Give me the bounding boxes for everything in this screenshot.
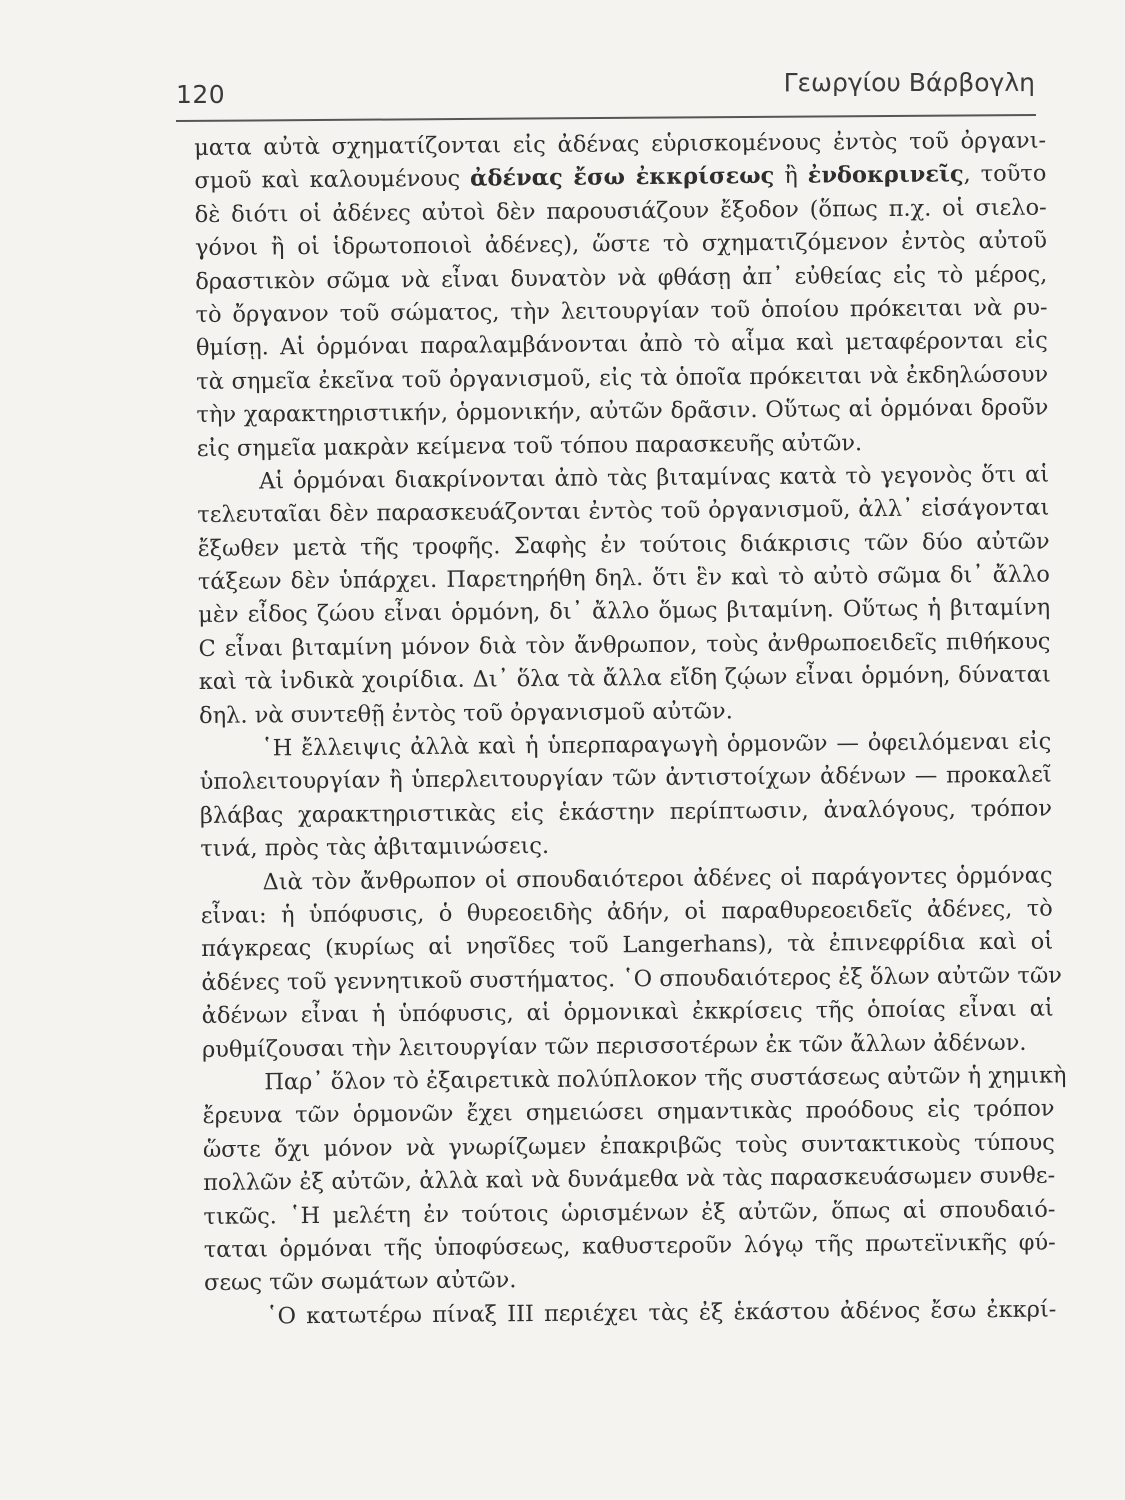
text-line: ταται ὁρμόναι τῆς ὑποφύσεως, καθυστεροῦν λόγῳ τῆς πρωτεϊνικῆς φύ- — [203, 1229, 1056, 1263]
text-line: ἀδένων εἶναι ἡ ὑπόφυσις, αἱ ὁρμονικαὶ ἐκκρίσεις τῆς ὁποίας εἶναι αἱ — [201, 995, 1054, 1030]
text-line: ἔξωθεν μετὰ τῆς τροφῆς. Σαφὴς ἐν τούτοις διάκρισις τῶν δύο αὐτῶν — [197, 528, 1050, 562]
text-line: θμίσῃ. Αἱ ὁρμόναι παραλαμβάνονται ἀπὸ τὸ αἷμα καὶ μεταφέρονται εἰς — [195, 327, 1048, 362]
header-rule — [176, 114, 1036, 122]
text-line: ρυθμίζουσαι τὴν λειτουργίαν τῶν περισσοτέρων ἐκ τῶν ἄλλων ἀδένων. — [201, 1029, 1027, 1063]
text-line: Παρ᾽ ὅλον τὸ ἐξαιρετικὰ πολύπλοκον τῆς συστάσεως αὐτῶν ἡ χημικὴ — [264, 1062, 1067, 1096]
text-run: σμοῦ καὶ καλουμένους — [194, 165, 471, 195]
running-title: Γεωργίου Βάρβογλη — [783, 68, 1035, 97]
text-line: C εἶναι βιταμίνη μόνον διὰ τὸν ἄνθρωπον, τοὺς ἀνθρωποειδεῖς πιθήκους — [198, 628, 1051, 662]
text-line: Αἱ ὁρμόναι διακρίνονται ἀπὸ τὰς βιταμίνας κατὰ τὸ γεγονὸς ὅτι αἱ — [258, 461, 1050, 495]
text-line: γόνοι ἢ οἱ ἱδρωτοποιοὶ ἀδένες), ὥστε τὸ σχηματιζόμενον ἐντὸς αὐτοῦ — [194, 227, 1048, 262]
text-line: ἀδένες τοῦ γεννητικοῦ συστήματος. ῾Ο σπουδαιότερος ἐξ ὅλων αὐτῶν τῶν — [201, 962, 1063, 996]
text-line: ῾Ο κατωτέρω πίναξ ΙΙΙ περιέχει τὰς ἐξ ἑκάστου ἀδένος ἔσω ἐκκρί- — [266, 1296, 1057, 1330]
text-line: Διὰ τὸν ἄνθρωπον οἱ σπουδαιότεροι ἀδένες οἱ παράγοντες ὁρμόνας — [262, 862, 1053, 896]
text-line: ὑπολειτουργίαν ἢ ὑπερλειτουργίαν τῶν ἀντιστοίχων ἀδένων — προκαλεῖ — [199, 761, 1052, 796]
text-line: πάγκρεας (κυρίως αἱ νησῖδες τοῦ Langerhans), τὰ ἐπινεφρίδια καὶ οἱ — [201, 928, 1054, 963]
text-line: βλάβας χαρακτηριστικὰς εἰς ἑκάστην περίπτωσιν, ἀναλόγους, τρόπον — [199, 795, 1053, 829]
text-line: τικῶς. ῾Η μελέτη ἐν τούτοις ὡρισμένων ἐξ αὐτῶν, ὅπως αἱ σπουδαιό- — [203, 1196, 1056, 1230]
bold-term-endocrine-alt: ἐνδοκρινεῖς — [807, 161, 964, 190]
text-line: δραστικὸν σῶμα νὰ εἶναι δυνατὸν νὰ φθάσῃ ἀπ᾽ εὐθείας εἰς τὸ μέρος, — [195, 261, 1048, 295]
text-line: καὶ τὰ ἰνδικὰ χοιρίδια. Δι᾽ ὅλα τὰ ἄλλα εἴδη ζῴων εἶναι ὁρμόνη, δύναται — [198, 661, 1051, 696]
text-line: εἰς σημεῖα μακρὰν κείμενα τοῦ τόπου παρασκευῆς αὐτῶν. — [196, 429, 863, 462]
text-line: σεως τῶν σωμάτων αὐτῶν. — [203, 1267, 517, 1297]
text-line: τὴν χαρακτηριστικήν, ὁρμονικήν, αὐτῶν δρᾶσιν. Οὕτως αἱ ὁρμόναι δροῦν — [196, 394, 1049, 429]
text-line: ἔρευνα τῶν ὁρμονῶν ἔχει σημειώσει σημαντικὰς προόδους εἰς τρόπον — [202, 1095, 1055, 1130]
text-line: εἶναι: ἡ ὑπόφυσις, ὁ θυρεοειδὴς ἀδήν, οἱ παραθυρεοειδεῖς ἀδένες, τὸ — [200, 895, 1053, 929]
text-line: τὰ σημεῖα ἐκεῖνα τοῦ ὀργανισμοῦ, εἰς τὰ ὁποῖα πρόκειται νὰ ἐκδηλώσουν — [196, 361, 1049, 395]
text-line: μὲν εἶδος ζώου εἶναι ὁρμόνη, δι᾽ ἄλλο ὅμως βιταμίνη. Οὕτως ἡ βιταμίνη — [198, 595, 1051, 629]
text-run: ἢ — [774, 163, 808, 190]
text-line: τάξεων δὲν ὑπάρχει. Παρετηρήθη δηλ. ὅτι ἓν καὶ τὸ αὐτὸ σῶμα δι᾽ ἄλλο — [197, 561, 1051, 596]
body-text — [194, 125, 1067, 1334]
text-line: πολλῶν ἐξ αὐτῶν, ἀλλὰ καὶ νὰ δυνάμεθα νὰ τὰς παρασκευάσωμεν συνθε- — [203, 1162, 1056, 1197]
text-line: ῾Η ἔλλειψις ἀλλὰ καὶ ἡ ὑπερπαραγωγὴ ὁρμονῶν — ὀφειλόμεναι εἰς — [261, 728, 1052, 762]
text-line: τὸ ὄργανον τοῦ σώματος, τὴν λειτουργίαν τοῦ ὁποίου πρόκειται νὰ ρυ- — [195, 294, 1048, 328]
text-line: τελευταῖαι δὲν παρασκευάζονται ἐντὸς τοῦ ὀργανισμοῦ, ἀλλ᾽ εἰσάγονται — [197, 494, 1050, 529]
page-number: 120 — [176, 80, 226, 109]
text-line: ματα αὐτὰ σχηματίζονται εἰς ἀδένας εὑρισκομένους ἐντὸς τοῦ ὀργανι- — [194, 127, 1047, 161]
text-line: ὥστε ὄχι μόνον νὰ γνωρίζωμεν ἐπακριβῶς τοὺς συντακτικοὺς τύπους — [202, 1129, 1055, 1163]
text-run: , τοῦτο — [963, 160, 1047, 188]
bold-term-endocrine: ἀδένας ἔσω ἐκκρίσεως — [469, 163, 775, 192]
text-line: δὲ διότι οἱ ἀδένες αὐτοὶ δὲν παρουσιάζουν ἔξοδον (ὅπως π.χ. οἱ σιελο- — [194, 194, 1047, 228]
text-line: δηλ. νὰ συντεθῇ ἐντὸς τοῦ ὀργανισμοῦ αὐτῶν. — [198, 697, 733, 729]
text-line: τινά, πρὸς τὰς ἀβιταμινώσεις. — [200, 833, 550, 863]
